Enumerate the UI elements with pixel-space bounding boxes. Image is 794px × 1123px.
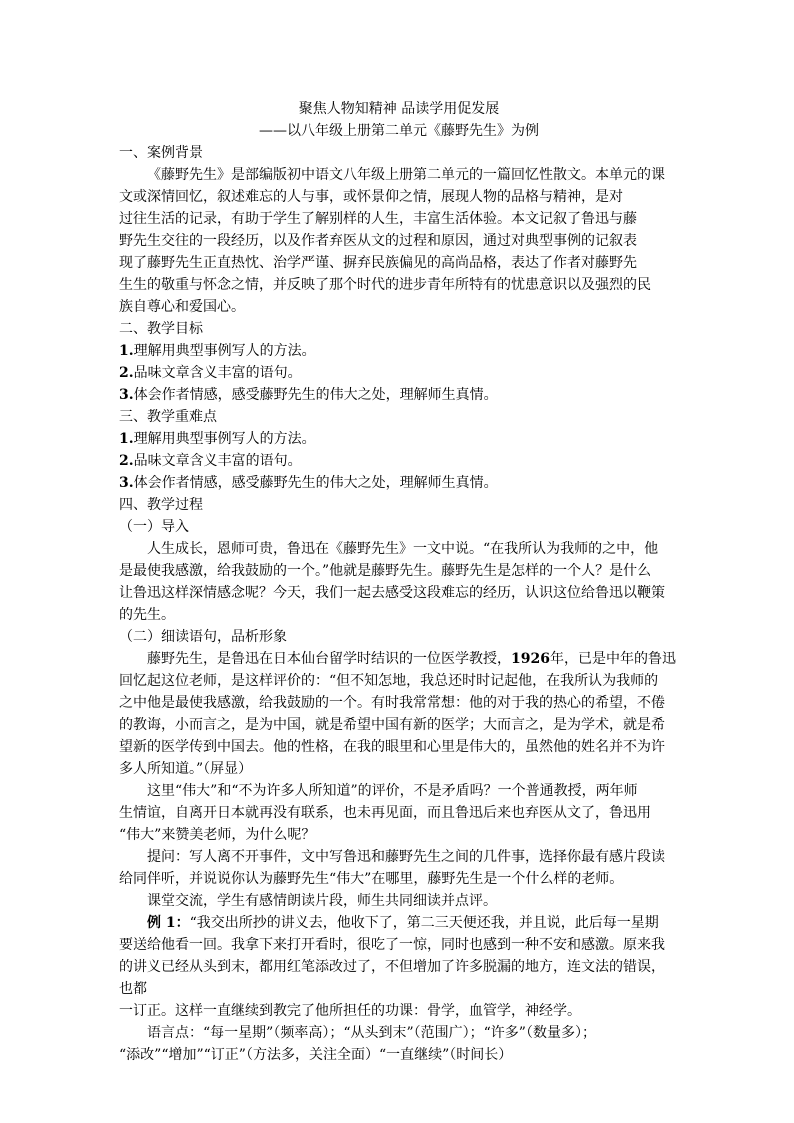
document-title: 聚焦人物知精神 品读学用促发展 [298,101,500,117]
paragraph-line: 语言点：“每一星期”（频率高）；“从头到末”（范围广）；“许多”（数量多）； [147,1025,596,1041]
paragraph-line: 族自尊心和爱国心。 [119,299,245,315]
subsection-heading-reading: （二）细读语句，品析形象 [119,629,287,645]
list-number: 2. [119,365,134,381]
paragraph-line: 现了藤野先生正直热忱、治学严谨、摒弃民族偏见的高尚品格，表达了作者对藤野先 [119,255,637,271]
paragraph-line: 野先生交往的一段经历，以及作者弃医从文的过程和原因，通过对典型事例的记叙表 [119,233,637,249]
paragraph-line [119,648,679,670]
paragraph-line: 生生的敬重与怀念之情，并反映了那个时代的进步青年所特有的忧患意识以及强烈的民 [119,277,651,293]
paragraph-line [119,912,679,934]
subsection-heading-intro: （一）导入 [119,519,189,535]
section-heading-goals: 二、教学目标 [119,321,203,337]
section-heading-background: 一、案例背景 [119,145,203,161]
paragraph-line: 提问：写人离不开事件，文中写鲁迅和藤野先生之间的几件事，选择你最有感片段读 [147,849,665,865]
list-item [119,362,679,384]
paragraph-line: “伟大”来赞美老师，为什么呢？ [119,827,316,843]
paragraph-line: 一订正。这样一直继续到教完了他所担任的功课：骨学，血管学，神经学。 [119,1003,581,1019]
document-subtitle: ——以八年级上册第二单元《藤野先生》为例 [259,123,539,139]
paragraph-line: “添改”“增加”“订正”（方法多，关注全面）“一直继续”（时间长） [119,1047,513,1063]
paragraph-line: 回忆起这位老师，是这样评价的：“但不知怎地，我总还时时记起他，在我所认为我师的 [119,673,659,689]
paragraph-line: 的讲义已经从头到末，都用红笔添改过了，不但增加了许多脱漏的地方，连文法的错误， [119,959,665,975]
section-heading-process: 四、教学过程 [119,497,203,513]
paragraph-line: 之中他是最使我感激，给我鼓励的一个。有时我常常想：他的对于我的热心的希望，不倦 [119,695,665,711]
year-text: 1926 [511,651,550,667]
paragraph-line: 让鲁迅这样深情感念呢？今天，我们一起去感受这段难忘的经历，认识这位给鲁迅以鞭策 [119,585,665,601]
paragraph-text: “我交出所抄的讲义去，他收下了，第二三天便还我，并且说，此后每一星期 [189,915,659,931]
paragraph-line: 要送给他看一回。我拿下来打开看时，很吃了一惊，同时也感到一种不安和感激。原来我 [119,937,665,953]
list-number: 3. [119,387,134,403]
list-text: 理解用典型事例写人的方法。 [133,343,316,359]
paragraph-line: 也都 [119,981,147,997]
paragraph-line: 给同伴听，并说说你认为藤野先生“伟大”在哪里，藤野先生是一个什么样的老师。 [119,871,624,887]
paragraph-line: 人生成长，恩师可贵，鲁迅在《藤野先生》一文中说。“在我所认为我师的之中，他 [147,541,659,557]
paragraph-line: 《藤野先生》是部编版初中语文八年级上册第二单元的一篇回忆性散文。本单元的课 [147,167,665,183]
list-text: 体会作者情感，感受藤野先生的伟大之处，理解师生真情。 [133,387,498,403]
list-item [119,340,679,362]
list-text: 理解用典型事例写人的方法。 [133,431,316,447]
list-number: 2. [119,453,134,469]
paragraph-text: 藤野先生，是鲁迅在日本仙台留学时结识的一位医学教授， [147,651,511,667]
list-number: 3. [119,475,134,491]
paragraph-line: 望新的医学传到中国去。他的性格，在我的眼里和心里是伟大的，虽然他的姓名并不为许 [119,739,665,755]
paragraph-line: 多人所知道。”（屏显） [119,761,253,777]
list-text: 品味文章含义丰富的语句。 [133,365,302,381]
paragraph-line: 这里“伟大”和“不为许多人所知道”的评价，不是矛盾吗？一个普通教授，两年师 [147,783,638,799]
paragraph-line: 是最使我感激，给我鼓励的一个。”他就是藤野先生。藤野先生是怎样的一个人？是什么 [119,563,652,579]
list-item [119,428,679,450]
list-text: 品味文章含义丰富的语句。 [133,453,302,469]
paragraph-line: 课堂交流，学生有感情朗读片段，师生共同细读并点评。 [147,893,497,909]
list-number: 1. [119,343,134,359]
paragraph-line: 过往生活的记录，有助于学生了解别样的人生，丰富生活体验。本文记叙了鲁迅与藤 [119,211,637,227]
example-label: 例 1： [147,915,190,931]
document-body [119,98,679,1066]
list-text: 体会作者情感，感受藤野先生的伟大之处，理解师生真情。 [133,475,498,491]
list-number: 1. [119,431,134,447]
list-item [119,472,679,494]
paragraph-line: 文或深情回忆，叙述难忘的人与事，或怀景仰之情，展现人物的品格与精神，是对 [119,189,623,205]
paragraph-line: 的教诲，小而言之，是为中国，就是希望中国有新的医学；大而言之，是为学术，就是希 [119,717,665,733]
list-item [119,384,679,406]
paragraph-text: 年，已是中年的鲁迅 [549,651,676,667]
paragraph-line: 的先生。 [119,607,175,623]
list-item [119,450,679,472]
section-heading-key-points: 三、教学重难点 [119,409,217,425]
paragraph-line: 生情谊，自离开日本就再没有联系，也未再见面，而且鲁迅后来也弃医从文了，鲁迅用 [119,805,651,821]
